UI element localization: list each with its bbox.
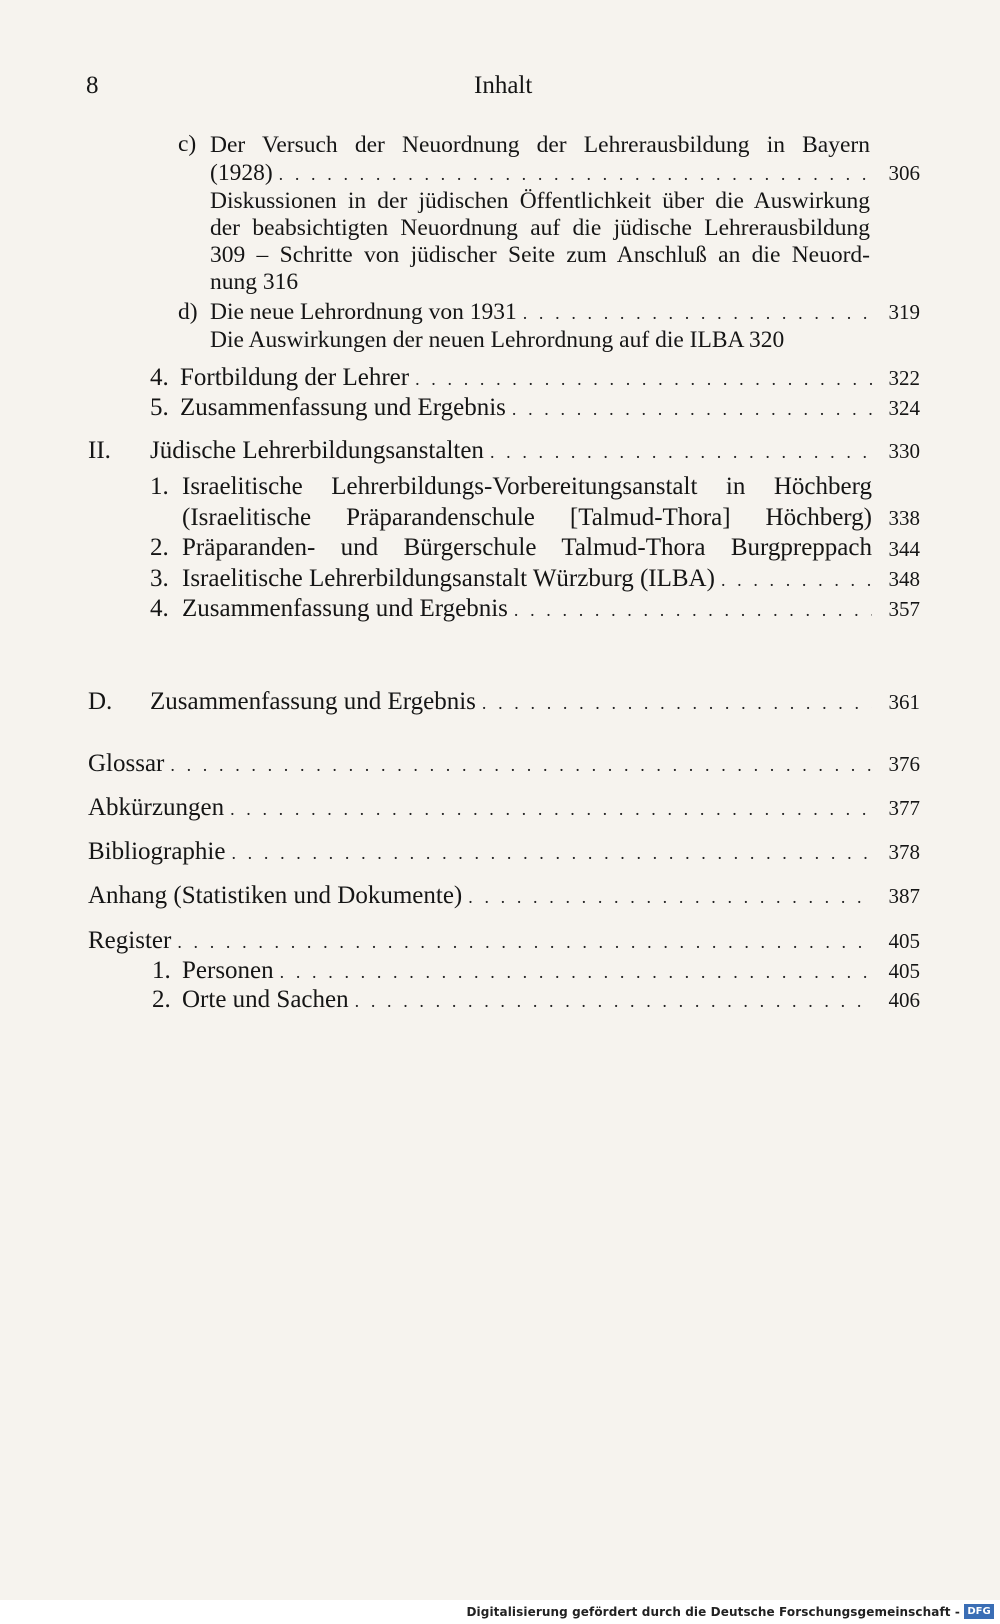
entry-II-3-title: Israelitische Lehrerbildungsanstalt Würzburg (ILBA) (182, 565, 715, 592)
dot-leader (170, 751, 872, 779)
entry-D-page: 361 (888, 690, 920, 714)
entry-D-title: Zusammenfassung und Ergebnis (150, 688, 476, 715)
toc-entry-anhang[interactable] (88, 882, 920, 911)
entry-II-4-page: 357 (888, 597, 920, 621)
dot-leader (231, 839, 872, 867)
dot-leader (415, 365, 872, 393)
entry-II-1-page: 338 (888, 506, 920, 530)
entry-II-2-mark: 2. (150, 534, 169, 561)
dot-leader (721, 566, 872, 594)
entry-II-1-mark: 1. (150, 473, 169, 500)
register-1-title: Personen (182, 957, 274, 984)
entry-II-1-title-line2: (Israelitische Präparandenschule [Talmud-Thora] Höchberg) (182, 504, 872, 531)
entry-II-4-title: Zusammenfassung und Ergebnis (182, 595, 508, 622)
anhang-page: 387 (888, 884, 920, 908)
dot-leader (468, 883, 872, 911)
dot-leader (514, 596, 872, 624)
toc-entry-register-2[interactable] (152, 986, 920, 1015)
dot-leader (280, 958, 872, 986)
entry-5-mark: 5. (150, 394, 169, 421)
entry-c-desc-line3: 309 – Schritte von jüdischer Seite zum Anschluß an die Neuord- (210, 242, 870, 268)
toc-entry-register[interactable] (88, 927, 920, 956)
digitization-footer (0, 1600, 1000, 1624)
dot-leader (279, 160, 872, 188)
dot-leader (482, 689, 872, 717)
entry-c-title-line2: (1928) (210, 160, 273, 186)
digitization-credit: Digitalisierung gefördert durch die Deutsche Forschungsgemeinschaft - (466, 1605, 960, 1619)
toc-entry-II[interactable] (88, 437, 920, 466)
bibliographie-page: 378 (888, 840, 920, 864)
entry-c-mark: c) (178, 131, 197, 157)
dot-leader (230, 795, 872, 823)
toc-entry-d[interactable] (178, 298, 920, 327)
toc-entry-register-1[interactable] (152, 957, 920, 986)
toc-entry-II-3[interactable] (150, 565, 920, 594)
register-2-title: Orte und Sachen (182, 986, 349, 1013)
abkuerzungen-page: 377 (888, 796, 920, 820)
entry-d-mark: d) (178, 299, 198, 325)
entry-II-page: 330 (888, 439, 920, 463)
entry-II-3-page: 348 (888, 567, 920, 591)
dot-leader (490, 438, 872, 466)
register-1-mark: 1. (152, 957, 171, 984)
register-title: Register (88, 927, 172, 954)
entry-c-page: 306 (888, 161, 920, 185)
entry-4-mark: 4. (150, 364, 169, 391)
entry-II-title: Jüdische Lehrerbildungsanstalten (150, 437, 484, 464)
glossar-title: Glossar (88, 750, 165, 777)
entry-II-4-mark: 4. (150, 595, 169, 622)
entry-II-3-mark: 3. (150, 565, 169, 592)
dfg-logo: DFG (964, 1604, 994, 1619)
toc-entry-abkuerzungen[interactable] (88, 794, 920, 823)
entry-5-title: Zusammenfassung und Ergebnis (180, 394, 506, 421)
entry-d-title: Die neue Lehrordnung von 1931 (210, 299, 517, 325)
entry-4-title: Fortbildung der Lehrer (180, 364, 410, 391)
entry-c-desc-line4: nung 316 (210, 269, 299, 295)
register-1-page: 405 (888, 959, 920, 983)
page-number: 8 (86, 72, 99, 99)
register-2-mark: 2. (152, 986, 171, 1013)
toc-entry-glossar[interactable] (88, 750, 920, 779)
toc-entry-II-4[interactable] (150, 595, 920, 624)
entry-5-page: 324 (888, 396, 920, 420)
entry-II-2-page: 344 (888, 537, 920, 561)
toc-entry-D[interactable] (88, 688, 920, 717)
entry-d-page: 319 (888, 300, 920, 324)
bibliographie-title: Bibliographie (88, 838, 226, 865)
register-page: 405 (888, 929, 920, 953)
entry-II-1-title-line1: Israelitische Lehrerbildungs-Vorbereitungsanstalt in Höchberg (182, 473, 872, 500)
entry-c-title-line1: Der Versuch der Neuordnung der Lehrerausbildung in Bayern (210, 132, 870, 158)
dot-leader (177, 928, 872, 956)
dot-leader (523, 299, 872, 327)
entry-c-desc-line1: Diskussionen in der jüdischen Öffentlichkeit über die Auswirkung (210, 188, 870, 214)
entry-II-2-title: Präparanden- und Bürgerschule Talmud-Thora Burgpreppach (182, 534, 872, 561)
toc-entry-4[interactable] (150, 364, 920, 393)
dot-leader (512, 395, 872, 423)
entry-d-desc: Die Auswirkungen der neuen Lehrordnung auf die ILBA 320 (210, 327, 785, 353)
running-title: Inhalt (474, 72, 533, 99)
abkuerzungen-title: Abkürzungen (88, 794, 225, 821)
toc-entry-bibliographie[interactable] (88, 838, 920, 867)
entry-c-desc-line2: der beabsichtigten Neuordnung auf die jüdische Lehrerausbildung (210, 215, 870, 241)
entry-II-mark: II. (88, 437, 111, 464)
glossar-page: 376 (888, 752, 920, 776)
dot-leader (355, 987, 872, 1015)
toc-entry-5[interactable] (150, 394, 920, 423)
register-2-page: 406 (888, 988, 920, 1012)
entry-D-mark: D. (88, 688, 113, 715)
entry-4-page: 322 (888, 366, 920, 390)
toc-entry-c[interactable] (210, 159, 920, 188)
anhang-title: Anhang (Statistiken und Dokumente) (88, 882, 463, 909)
